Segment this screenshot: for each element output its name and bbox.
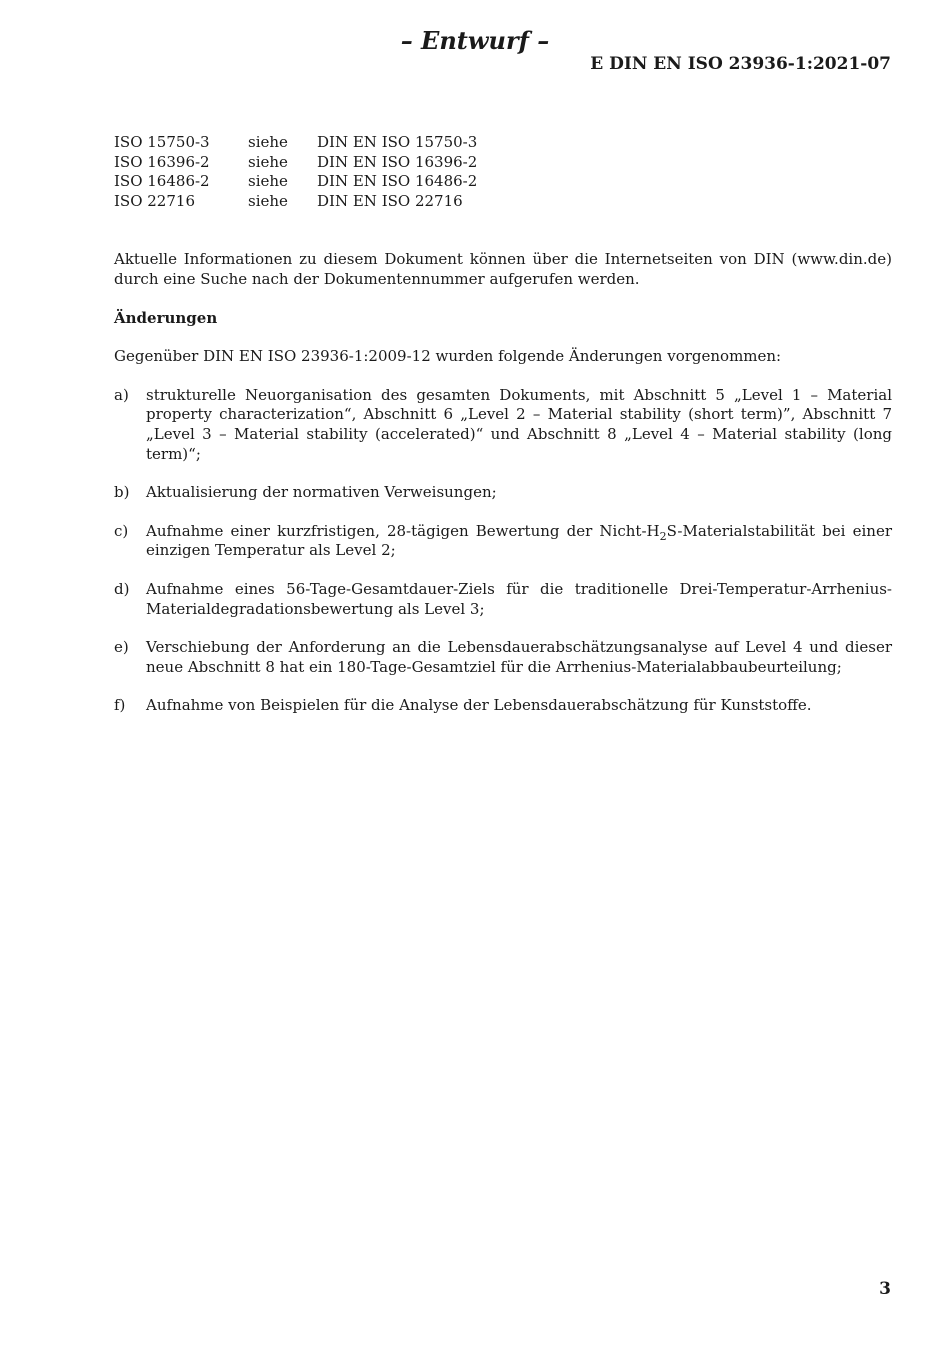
text-before-subscript: Aufnahme einer kurzfristigen, 28-tägigen Bewertung der Nicht-H bbox=[146, 521, 660, 540]
list-marker: a) bbox=[114, 385, 129, 404]
list-item bbox=[114, 386, 892, 464]
din-reference: DIN EN ISO 22716 bbox=[317, 191, 463, 210]
list-item bbox=[114, 483, 892, 503]
list-item-text: Aufnahme eines 56-Tage-Gesamtdauer-Ziels für die traditionelle Drei-Temperatur-Arrhenius-Materialdegradationsbewertung als Level 3; bbox=[146, 579, 892, 618]
iso-reference: ISO 16486-2 bbox=[114, 172, 210, 191]
list-item-text bbox=[146, 522, 892, 561]
reference-row bbox=[114, 133, 477, 153]
page-number: 3 bbox=[879, 1279, 891, 1299]
list-item bbox=[114, 522, 892, 561]
reference-table bbox=[114, 133, 477, 211]
page-content bbox=[114, 133, 892, 735]
list-marker: e) bbox=[114, 638, 129, 657]
din-reference: DIN EN ISO 15750-3 bbox=[317, 133, 478, 151]
text-after-subscript: S-Materialstabilität bei einer einzigen Temperatur als Level 2; bbox=[146, 521, 892, 560]
din-reference: DIN EN ISO 16486-2 bbox=[317, 172, 478, 191]
list-item bbox=[114, 638, 892, 677]
list-item-text: Aktualisierung der normativen Verweisungen; bbox=[146, 483, 497, 502]
iso-reference: ISO 22716 bbox=[114, 191, 195, 210]
see-label: siehe bbox=[248, 172, 288, 191]
list-marker: d) bbox=[114, 579, 130, 598]
list-item bbox=[114, 696, 892, 716]
din-reference: DIN EN ISO 16396-2 bbox=[317, 152, 478, 171]
list-item bbox=[114, 580, 892, 619]
list-item-text: Verschiebung der Anforderung an die Lebensdauerabschätzungsanalyse auf Level 4 und dieser neue Abschnitt 8 hat ein 180-Tage-Gesamtziel für die Arrhenius-Materialabbaubeurteilung; bbox=[146, 638, 892, 676]
see-label: siehe bbox=[248, 133, 288, 151]
list-item-text: strukturelle Neuorganisation des gesamten Dokuments, mit Abschnitt 5 „Level 1 – Material property characterization“, Abschnitt 6 „Level 2 – Material stability (short term)”, Abschnitt 7 „Level 3 – Material stability (accelerated)“ und Abschnitt 8 „Level 4 – Material stability (long term)“; bbox=[146, 385, 892, 463]
changes-intro: Gegenüber DIN EN ISO 23936-1:2009-12 wurden folgende Änderungen vorgenommen: bbox=[114, 347, 782, 366]
reference-row bbox=[114, 153, 477, 173]
see-label: siehe bbox=[248, 191, 288, 210]
info-paragraph: Aktuelle Informationen zu diesem Dokument können über die Internetseiten von DIN (www.din.de) durch eine Suche nach der Dokumentennummer aufgerufen werden. bbox=[114, 250, 892, 288]
iso-reference: ISO 16396-2 bbox=[114, 152, 210, 171]
see-label: siehe bbox=[248, 152, 288, 171]
reference-row bbox=[114, 172, 477, 192]
subscript: 2 bbox=[659, 529, 667, 543]
changes-heading: Änderungen bbox=[114, 308, 218, 327]
reference-row bbox=[114, 192, 477, 212]
iso-reference: ISO 15750-3 bbox=[114, 133, 210, 151]
document-id: E DIN EN ISO 23936-1:2021-07 bbox=[590, 54, 891, 74]
list-marker: c) bbox=[114, 521, 129, 540]
list-marker: f) bbox=[114, 696, 126, 715]
list-item-text: Aufnahme von Beispielen für die Analyse der Lebensdauerabschätzung für Kunststoffe. bbox=[146, 696, 812, 715]
changes-list bbox=[114, 386, 892, 716]
list-marker: b) bbox=[114, 483, 130, 502]
draft-title: – Entwurf – bbox=[400, 26, 550, 55]
